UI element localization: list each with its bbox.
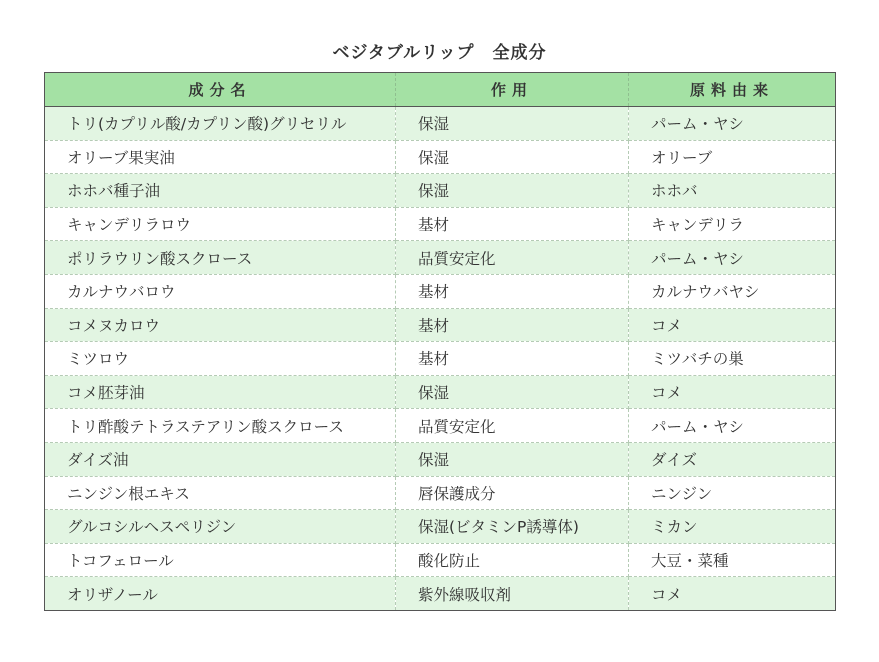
ingredient-name-cell: トコフェロール	[45, 543, 396, 577]
table-row	[45, 274, 836, 308]
ingredient-name-cell: ミツロウ	[45, 342, 396, 376]
effect-cell: 保湿	[396, 442, 629, 476]
effect-cell: 品質安定化	[396, 241, 629, 275]
ingredient-name-cell: オリーブ果実油	[45, 140, 396, 174]
origin-cell: パーム・ヤシ	[629, 107, 836, 141]
effect-cell: 保湿	[396, 140, 629, 174]
effect-cell: 保湿	[396, 174, 629, 208]
table-body	[45, 107, 836, 611]
origin-cell: オリーブ	[629, 140, 836, 174]
table-row	[45, 107, 836, 141]
table-row	[45, 510, 836, 544]
ingredient-name-cell: ダイズ油	[45, 442, 396, 476]
ingredient-name-cell: オリザノール	[45, 577, 396, 611]
effect-cell: 紫外線吸収剤	[396, 577, 629, 611]
page-title: ベジタブルリップ 全成分	[332, 43, 547, 63]
table-row	[45, 409, 836, 443]
table-row	[45, 342, 836, 376]
effect-cell: 品質安定化	[396, 409, 629, 443]
origin-cell: ダイズ	[629, 442, 836, 476]
origin-cell: コメ	[629, 577, 836, 611]
effect-cell: 保湿(ビタミンP誘導体)	[396, 510, 629, 544]
origin-cell: カルナウバヤシ	[629, 274, 836, 308]
ingredients-table	[44, 72, 836, 611]
ingredient-name-cell: トリ酢酸テトラステアリン酸スクロース	[45, 409, 396, 443]
table-row	[45, 140, 836, 174]
effect-cell: 唇保護成分	[396, 476, 629, 510]
effect-cell: 酸化防止	[396, 543, 629, 577]
ingredient-name-cell: グルコシルヘスペリジン	[45, 510, 396, 544]
table-row	[45, 207, 836, 241]
origin-cell: キャンデリラ	[629, 207, 836, 241]
effect-cell: 基材	[396, 207, 629, 241]
header-origin: 原料由来	[629, 73, 836, 107]
table-row	[45, 442, 836, 476]
ingredient-name-cell: トリ(カプリル酸/カプリン酸)グリセリル	[45, 107, 396, 141]
ingredient-name-cell: コメ胚芽油	[45, 375, 396, 409]
table-row	[45, 577, 836, 611]
origin-cell: ミカン	[629, 510, 836, 544]
ingredient-name-cell: ホホバ種子油	[45, 174, 396, 208]
table-row	[45, 241, 836, 275]
effect-cell: 基材	[396, 342, 629, 376]
effect-cell: 保湿	[396, 107, 629, 141]
origin-cell: パーム・ヤシ	[629, 409, 836, 443]
ingredient-name-cell: コメヌカロウ	[45, 308, 396, 342]
origin-cell: コメ	[629, 308, 836, 342]
header-effect: 作用	[396, 73, 629, 107]
ingredient-name-cell: ポリラウリン酸スクロース	[45, 241, 396, 275]
origin-cell: ニンジン	[629, 476, 836, 510]
origin-cell: 大豆・菜種	[629, 543, 836, 577]
table-header-row	[45, 73, 836, 107]
effect-cell: 保湿	[396, 375, 629, 409]
ingredient-name-cell: ニンジン根エキス	[45, 476, 396, 510]
origin-cell: パーム・ヤシ	[629, 241, 836, 275]
origin-cell: ミツバチの巣	[629, 342, 836, 376]
table-row	[45, 308, 836, 342]
effect-cell: 基材	[396, 274, 629, 308]
table-row	[45, 476, 836, 510]
ingredient-name-cell: カルナウバロウ	[45, 274, 396, 308]
origin-cell: ホホバ	[629, 174, 836, 208]
ingredient-name-cell: キャンデリラロウ	[45, 207, 396, 241]
table-row	[45, 543, 836, 577]
effect-cell: 基材	[396, 308, 629, 342]
origin-cell: コメ	[629, 375, 836, 409]
table-row	[45, 375, 836, 409]
header-ingredient-name: 成分名	[45, 73, 396, 107]
table-row	[45, 174, 836, 208]
